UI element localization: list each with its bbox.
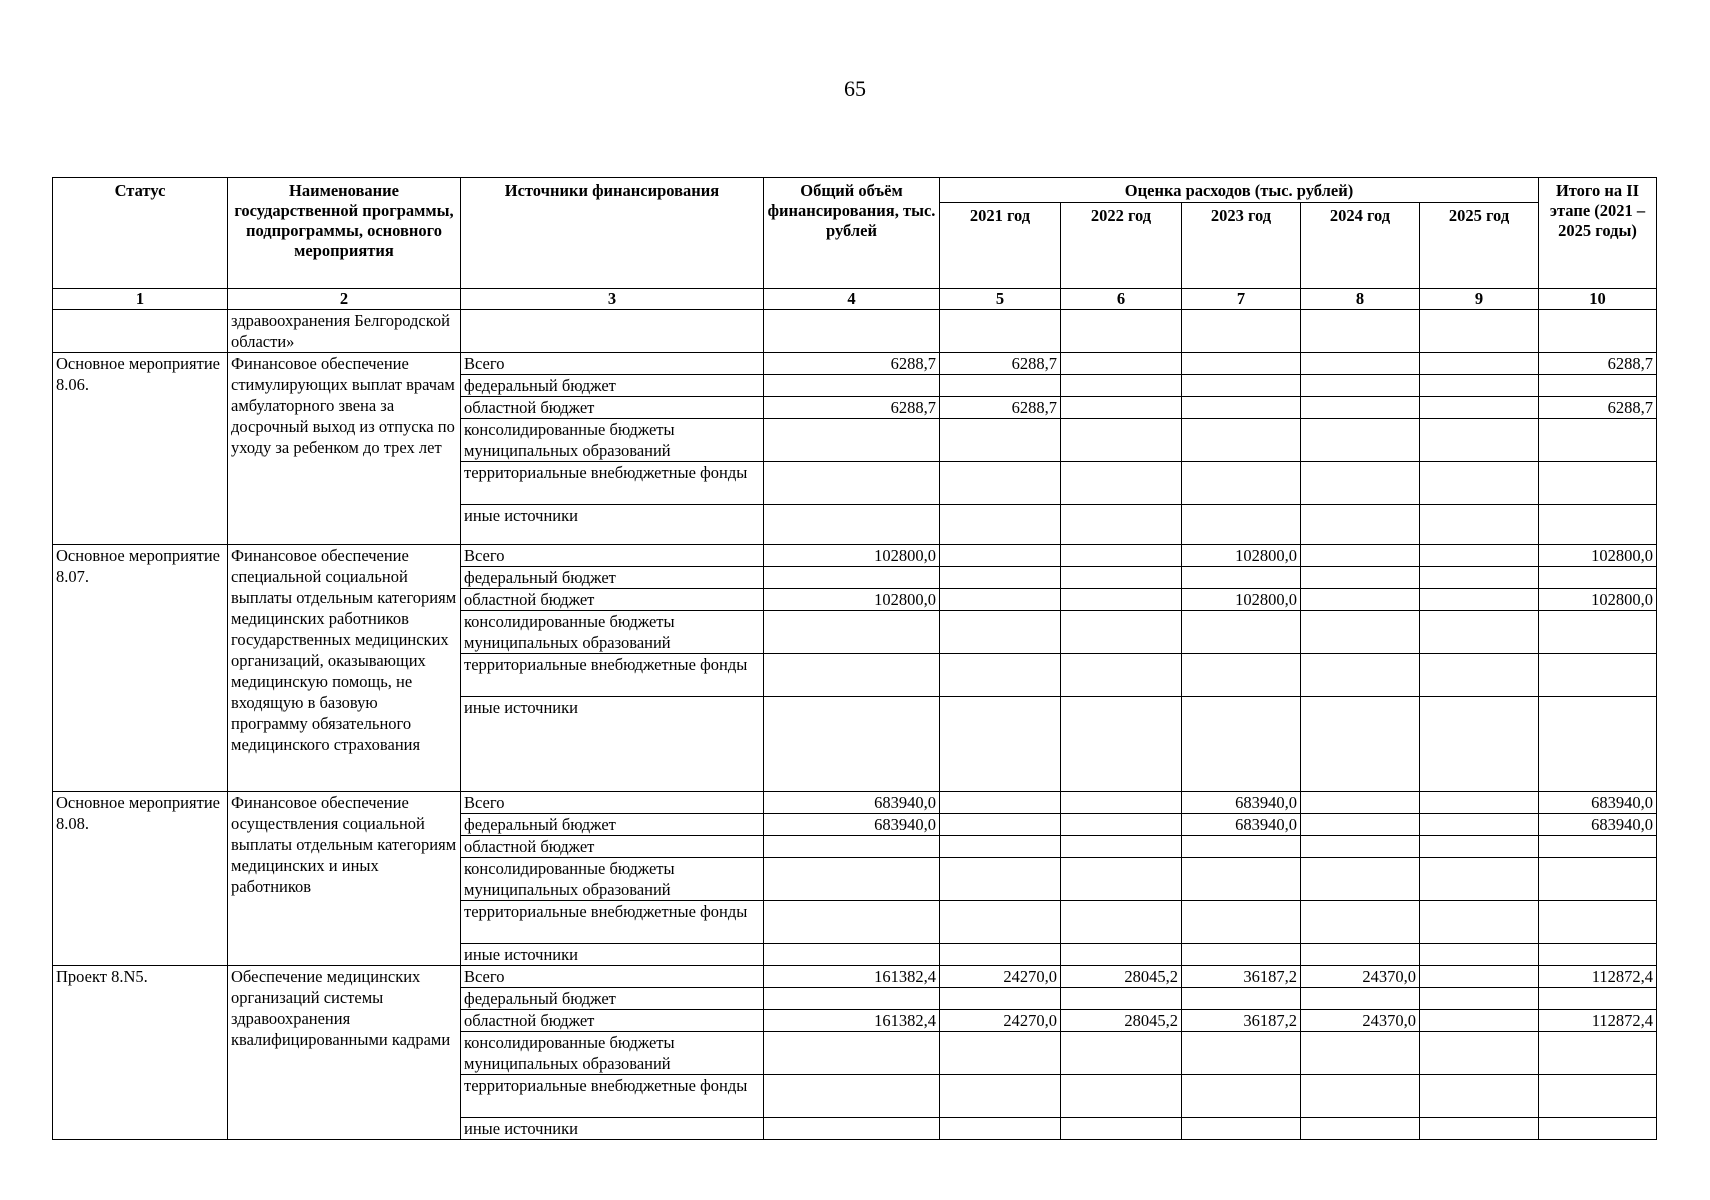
- measure-name-cell: Финансовое обеспечение стимулирующих выплат врачам амбулаторного звена за досрочный выход из отпуска по уходу за ребенком до трех лет: [228, 353, 461, 545]
- status-cell: Основное мероприятие 8.07.: [53, 545, 228, 792]
- continuation-text: здравоохранения Белгородской области»: [228, 310, 461, 353]
- year-value-cell: 683940,0: [1182, 814, 1301, 836]
- table-row: [53, 792, 1657, 814]
- total-cell: [764, 505, 940, 545]
- year-value-cell: [940, 462, 1061, 505]
- year-value-cell: [1420, 611, 1539, 654]
- year-value-cell: [1061, 1032, 1182, 1075]
- year-value-cell: [940, 419, 1061, 462]
- year-value-cell: [1301, 1118, 1420, 1140]
- measure-name-cell: Финансовое обеспечение осуществления социальной выплаты отдельным категориям медицинских и иных работников: [228, 792, 461, 966]
- funding-source-cell: Всего: [461, 966, 764, 988]
- funding-source-cell: иные источники: [461, 944, 764, 966]
- funding-source-cell: областной бюджет: [461, 589, 764, 611]
- year-value-cell: [940, 505, 1061, 545]
- year-value-cell: [940, 697, 1061, 792]
- year-value-cell: [940, 858, 1061, 901]
- year-value-cell: [1301, 697, 1420, 792]
- year-value-cell: [1301, 505, 1420, 545]
- year-value-cell: [1420, 462, 1539, 505]
- year-value-cell: [1182, 988, 1301, 1010]
- total-cell: 161382,4: [764, 1010, 940, 1032]
- total-cell: [764, 1032, 940, 1075]
- year-value-cell: [1061, 654, 1182, 697]
- funding-source-cell: консолидированные бюджеты муниципальных образований: [461, 1032, 764, 1075]
- total-cell: [764, 375, 940, 397]
- total-cell: [764, 1075, 940, 1118]
- total-cell: [764, 1118, 940, 1140]
- year-value-cell: [1420, 836, 1539, 858]
- header-year: 2023 год: [1182, 203, 1301, 289]
- header-status: Статус: [53, 178, 228, 289]
- measure-name-cell: Обеспечение медицинских организаций системы здравоохранения квалифицированными кадрами: [228, 966, 461, 1140]
- year-value-cell: [1182, 611, 1301, 654]
- total-cell: [764, 901, 940, 944]
- year-value-cell: [940, 545, 1061, 567]
- year-value-cell: 36187,2: [1182, 966, 1301, 988]
- year-value-cell: [1061, 375, 1182, 397]
- year-value-cell: [1420, 1032, 1539, 1075]
- funding-source-cell: федеральный бюджет: [461, 988, 764, 1010]
- year-value-cell: [1420, 1010, 1539, 1032]
- year-value-cell: [1182, 462, 1301, 505]
- year-value-cell: [1061, 567, 1182, 589]
- year-value-cell: [940, 1032, 1061, 1075]
- year-value-cell: [1061, 814, 1182, 836]
- total-cell: [764, 697, 940, 792]
- year-value-cell: 6288,7: [940, 397, 1061, 419]
- year-value-cell: [940, 589, 1061, 611]
- year-value-cell: [1420, 654, 1539, 697]
- funding-source-cell: областной бюджет: [461, 397, 764, 419]
- year-value-cell: [940, 944, 1061, 966]
- year-value-cell: [1420, 353, 1539, 375]
- year-value-cell: [1420, 901, 1539, 944]
- year-value-cell: [1301, 944, 1420, 966]
- column-number: 6: [1061, 289, 1182, 310]
- continuation-row: [53, 310, 1657, 353]
- total-cell: 683940,0: [764, 814, 940, 836]
- stage-total-cell: 112872,4: [1539, 1010, 1657, 1032]
- year-value-cell: [940, 814, 1061, 836]
- column-number: 9: [1420, 289, 1539, 310]
- stage-total-cell: [1539, 836, 1657, 858]
- year-value-cell: [1061, 792, 1182, 814]
- year-value-cell: [1301, 1075, 1420, 1118]
- year-value-cell: [1420, 697, 1539, 792]
- table-header: [53, 178, 1657, 310]
- year-value-cell: [1182, 654, 1301, 697]
- year-value-cell: [1182, 419, 1301, 462]
- year-value-cell: [1061, 1118, 1182, 1140]
- stage-total-cell: [1539, 988, 1657, 1010]
- header-name: Наименование государственной программы, подпрограммы, основного мероприятия: [228, 178, 461, 289]
- column-number: 2: [228, 289, 461, 310]
- year-value-cell: [1301, 1032, 1420, 1075]
- stage-total-cell: [1539, 858, 1657, 901]
- stage-total-cell: [1539, 654, 1657, 697]
- column-number: 10: [1539, 289, 1657, 310]
- year-value-cell: [1182, 353, 1301, 375]
- year-value-cell: [940, 988, 1061, 1010]
- year-value-cell: [1061, 901, 1182, 944]
- funding-source-cell: территориальные внебюджетные фонды: [461, 462, 764, 505]
- funding-source-cell: федеральный бюджет: [461, 375, 764, 397]
- year-value-cell: 36187,2: [1182, 1010, 1301, 1032]
- stage-total-cell: 6288,7: [1539, 397, 1657, 419]
- financing-table: [52, 177, 1657, 1140]
- funding-source-cell: консолидированные бюджеты муниципальных образований: [461, 611, 764, 654]
- year-value-cell: [940, 1075, 1061, 1118]
- funding-source-cell: консолидированные бюджеты муниципальных образований: [461, 858, 764, 901]
- year-value-cell: [1061, 419, 1182, 462]
- year-value-cell: [1301, 545, 1420, 567]
- year-value-cell: [1420, 858, 1539, 901]
- stage-total-cell: 112872,4: [1539, 966, 1657, 988]
- year-value-cell: [1420, 966, 1539, 988]
- year-value-cell: [1182, 1075, 1301, 1118]
- year-value-cell: [940, 611, 1061, 654]
- header-total: Общий объём финансирования, тыс. рублей: [764, 178, 940, 289]
- total-cell: 6288,7: [764, 353, 940, 375]
- header-year: 2025 год: [1420, 203, 1539, 289]
- year-value-cell: 6288,7: [940, 353, 1061, 375]
- stage-total-cell: [1539, 505, 1657, 545]
- year-value-cell: [1420, 545, 1539, 567]
- stage-total-cell: [1539, 901, 1657, 944]
- total-cell: [764, 567, 940, 589]
- year-value-cell: [1061, 589, 1182, 611]
- year-value-cell: [1301, 589, 1420, 611]
- total-cell: 161382,4: [764, 966, 940, 988]
- stage-total-cell: 6288,7: [1539, 353, 1657, 375]
- measure-name-cell: Финансовое обеспечение специальной социальной выплаты отдельным категориям медицинских работников государственных медицинских организаций, оказывающих медицинскую помощь, не входящую в базовую программу обязательного медицинского страхования: [228, 545, 461, 792]
- stage-total-cell: [1539, 611, 1657, 654]
- year-value-cell: [940, 836, 1061, 858]
- funding-source-cell: иные источники: [461, 697, 764, 792]
- column-number: 5: [940, 289, 1061, 310]
- header-stage-total: Итого на II этапе (2021 – 2025 годы): [1539, 178, 1657, 289]
- header-estimate-group: Оценка расходов (тыс. рублей): [940, 178, 1539, 203]
- year-value-cell: [1301, 397, 1420, 419]
- year-value-cell: 24270,0: [940, 966, 1061, 988]
- year-value-cell: [1420, 505, 1539, 545]
- total-cell: [764, 419, 940, 462]
- year-value-cell: [940, 654, 1061, 697]
- year-value-cell: [1061, 988, 1182, 1010]
- year-value-cell: [1182, 567, 1301, 589]
- funding-source-cell: Всего: [461, 545, 764, 567]
- year-value-cell: [1061, 944, 1182, 966]
- year-value-cell: 102800,0: [1182, 589, 1301, 611]
- year-value-cell: [1061, 505, 1182, 545]
- year-value-cell: [1301, 654, 1420, 697]
- header-year: 2021 год: [940, 203, 1061, 289]
- stage-total-cell: [1539, 697, 1657, 792]
- year-value-cell: [1061, 697, 1182, 792]
- funding-source-cell: федеральный бюджет: [461, 567, 764, 589]
- column-number: 4: [764, 289, 940, 310]
- funding-source-cell: Всего: [461, 792, 764, 814]
- funding-source-cell: федеральный бюджет: [461, 814, 764, 836]
- total-cell: [764, 654, 940, 697]
- stage-total-cell: [1539, 1032, 1657, 1075]
- year-value-cell: [1420, 375, 1539, 397]
- funding-source-cell: областной бюджет: [461, 1010, 764, 1032]
- stage-total-cell: [1539, 1118, 1657, 1140]
- year-value-cell: 24370,0: [1301, 1010, 1420, 1032]
- total-cell: [764, 944, 940, 966]
- column-number: 8: [1301, 289, 1420, 310]
- year-value-cell: [1420, 1075, 1539, 1118]
- stage-total-cell: [1539, 419, 1657, 462]
- funding-source-cell: иные источники: [461, 505, 764, 545]
- year-value-cell: [1061, 836, 1182, 858]
- column-number: 1: [53, 289, 228, 310]
- year-value-cell: [1420, 567, 1539, 589]
- year-value-cell: [1420, 589, 1539, 611]
- year-value-cell: [1301, 611, 1420, 654]
- year-value-cell: [940, 1118, 1061, 1140]
- header-sources: Источники финансирования: [461, 178, 764, 289]
- table-row: [53, 966, 1657, 988]
- year-value-cell: [1301, 567, 1420, 589]
- year-value-cell: [1061, 611, 1182, 654]
- year-value-cell: [1420, 944, 1539, 966]
- funding-source-cell: иные источники: [461, 1118, 764, 1140]
- column-number: 3: [461, 289, 764, 310]
- year-value-cell: [1182, 1032, 1301, 1075]
- total-cell: 102800,0: [764, 589, 940, 611]
- year-value-cell: 28045,2: [1061, 966, 1182, 988]
- year-value-cell: [1182, 397, 1301, 419]
- total-cell: [764, 988, 940, 1010]
- year-value-cell: [1182, 901, 1301, 944]
- page-number: 65: [844, 76, 866, 101]
- status-cell: Основное мероприятие 8.08.: [53, 792, 228, 966]
- year-value-cell: [1301, 353, 1420, 375]
- year-value-cell: [1061, 858, 1182, 901]
- total-cell: 683940,0: [764, 792, 940, 814]
- stage-total-cell: [1539, 567, 1657, 589]
- year-value-cell: [1420, 419, 1539, 462]
- year-value-cell: 28045,2: [1061, 1010, 1182, 1032]
- total-cell: [764, 858, 940, 901]
- year-value-cell: [1182, 1118, 1301, 1140]
- year-value-cell: [1182, 836, 1301, 858]
- stage-total-cell: 683940,0: [1539, 792, 1657, 814]
- year-value-cell: [1061, 1075, 1182, 1118]
- year-value-cell: [1301, 462, 1420, 505]
- total-cell: [764, 462, 940, 505]
- funding-source-cell: консолидированные бюджеты муниципальных образований: [461, 419, 764, 462]
- stage-total-cell: 102800,0: [1539, 545, 1657, 567]
- year-value-cell: [1420, 988, 1539, 1010]
- year-value-cell: [940, 901, 1061, 944]
- year-value-cell: 24270,0: [940, 1010, 1061, 1032]
- year-value-cell: [1182, 697, 1301, 792]
- header-year: 2024 год: [1301, 203, 1420, 289]
- year-value-cell: [1301, 988, 1420, 1010]
- year-value-cell: [1182, 375, 1301, 397]
- year-value-cell: [1420, 397, 1539, 419]
- table-body: [53, 310, 1657, 1140]
- year-value-cell: 102800,0: [1182, 545, 1301, 567]
- year-value-cell: [940, 375, 1061, 397]
- stage-total-cell: [1539, 944, 1657, 966]
- funding-source-cell: территориальные внебюджетные фонды: [461, 1075, 764, 1118]
- stage-total-cell: 102800,0: [1539, 589, 1657, 611]
- year-value-cell: [940, 567, 1061, 589]
- year-value-cell: 24370,0: [1301, 966, 1420, 988]
- year-value-cell: [1182, 858, 1301, 901]
- table-row: [53, 545, 1657, 567]
- stage-total-cell: [1539, 1075, 1657, 1118]
- status-cell: Основное мероприятие 8.06.: [53, 353, 228, 545]
- stage-total-cell: [1539, 462, 1657, 505]
- funding-source-cell: Всего: [461, 353, 764, 375]
- year-value-cell: [1061, 397, 1182, 419]
- year-value-cell: [1182, 944, 1301, 966]
- year-value-cell: [940, 792, 1061, 814]
- year-value-cell: [1420, 792, 1539, 814]
- year-value-cell: [1061, 545, 1182, 567]
- year-value-cell: [1182, 505, 1301, 545]
- year-value-cell: [1420, 814, 1539, 836]
- total-cell: 102800,0: [764, 545, 940, 567]
- year-value-cell: [1301, 836, 1420, 858]
- year-value-cell: [1301, 419, 1420, 462]
- table-row: [53, 353, 1657, 375]
- year-value-cell: [1301, 375, 1420, 397]
- stage-total-cell: 683940,0: [1539, 814, 1657, 836]
- year-value-cell: [1061, 462, 1182, 505]
- column-number: 7: [1182, 289, 1301, 310]
- header-year: 2022 год: [1061, 203, 1182, 289]
- funding-source-cell: территориальные внебюджетные фонды: [461, 901, 764, 944]
- year-value-cell: [1301, 814, 1420, 836]
- total-cell: [764, 836, 940, 858]
- total-cell: [764, 611, 940, 654]
- funding-source-cell: территориальные внебюджетные фонды: [461, 654, 764, 697]
- status-cell: Проект 8.N5.: [53, 966, 228, 1140]
- year-value-cell: [1301, 792, 1420, 814]
- year-value-cell: [1301, 858, 1420, 901]
- year-value-cell: 683940,0: [1182, 792, 1301, 814]
- stage-total-cell: [1539, 375, 1657, 397]
- funding-source-cell: областной бюджет: [461, 836, 764, 858]
- year-value-cell: [1420, 1118, 1539, 1140]
- total-cell: 6288,7: [764, 397, 940, 419]
- year-value-cell: [1061, 353, 1182, 375]
- year-value-cell: [1301, 901, 1420, 944]
